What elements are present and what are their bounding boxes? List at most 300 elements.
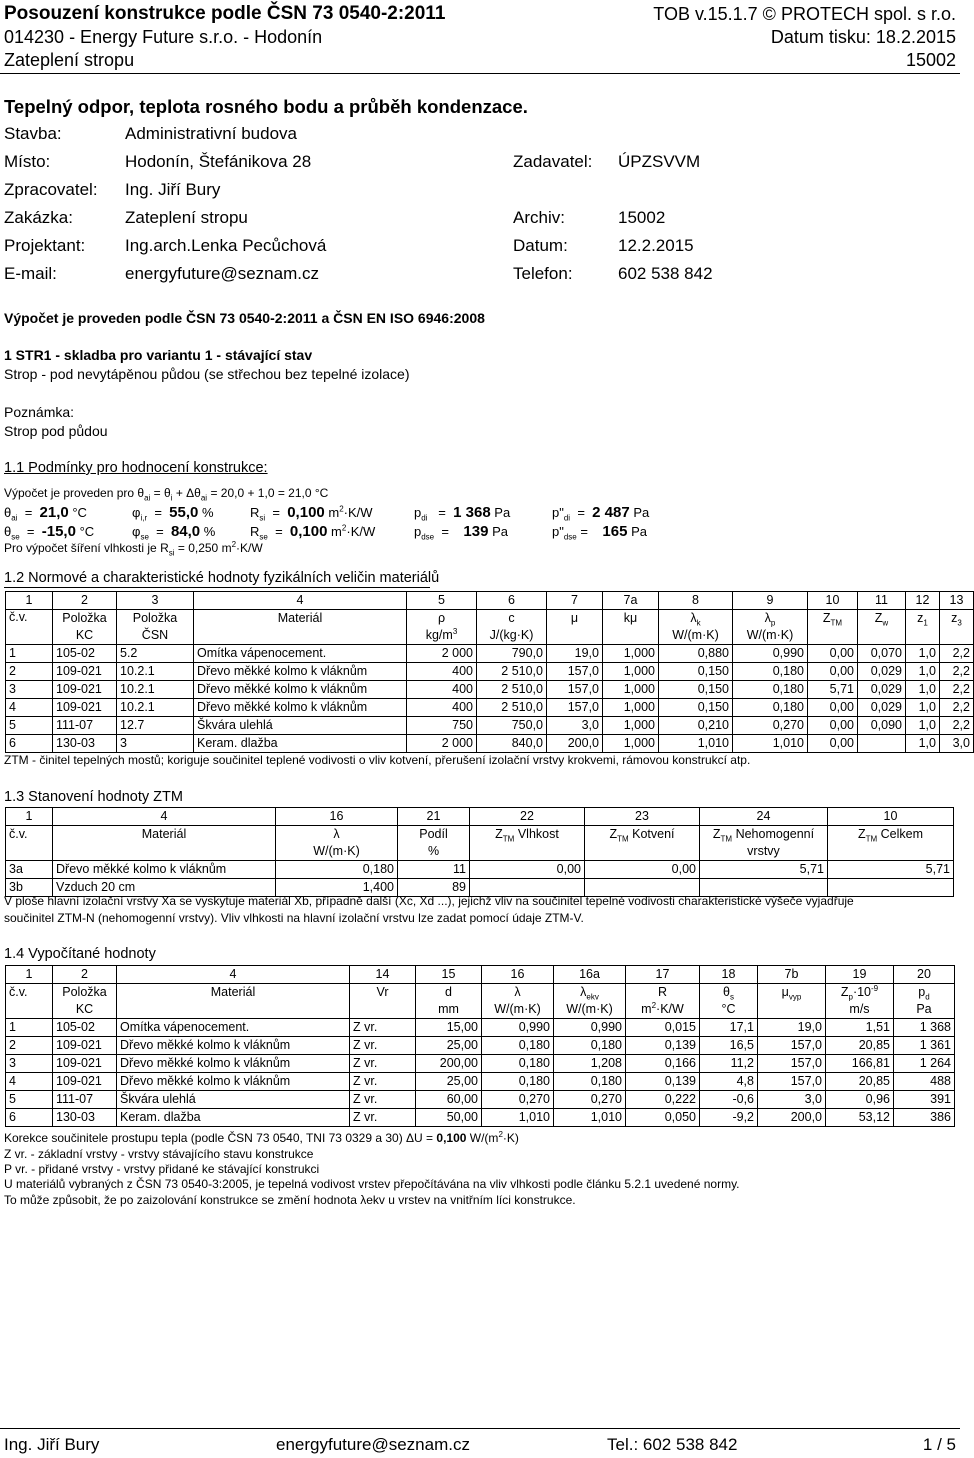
email-label: E-mail: — [4, 264, 57, 283]
table-cell: 1 368 — [894, 1019, 955, 1037]
table-cell: Vzduch 20 cm — [53, 879, 276, 897]
archiv-value: 15002 — [618, 208, 666, 227]
column-number: 5 — [407, 592, 477, 610]
table-cell: 0,180 — [733, 663, 808, 681]
table-cell: 17,1 — [700, 1019, 758, 1037]
table-cell: 1,0 — [906, 717, 940, 735]
table-cell: 400 — [407, 681, 477, 699]
table-cell: 1,0 — [906, 699, 940, 717]
table-cell: 3a — [6, 861, 53, 879]
table-cell: 3b — [6, 879, 53, 897]
table-cell: 1,000 — [603, 699, 659, 717]
table-cell: 0,210 — [659, 717, 733, 735]
table-cell: Dřevo měkké kolmo k vláknům — [194, 699, 407, 717]
table-cell: 111-07 — [53, 717, 117, 735]
table-row — [6, 681, 974, 699]
table-cell: 386 — [894, 1109, 955, 1127]
subject: Zateplení stropu — [4, 50, 135, 70]
email-value[interactable]: energyfuture@seznam.cz — [125, 264, 319, 283]
table-cell: 0,139 — [626, 1037, 700, 1055]
column-number: 23 — [585, 808, 700, 826]
column-number: 8 — [659, 592, 733, 610]
table-cell: Omítka vápenocement. — [117, 1019, 350, 1037]
rse-value: 0,100 — [289, 523, 328, 540]
projektant-label: Projektant: — [4, 236, 86, 255]
table-row — [6, 699, 974, 717]
table-cell: 1,000 — [603, 735, 659, 753]
table-cell: 2 510,0 — [477, 663, 547, 681]
correction-note: Korekce součinitele prostupu tepla (podle ČSN 73 0540, TNI 73 0329 a 30) ΔU = 0,100 $W/(m^2\cdot K)$ — [4, 1130, 519, 1145]
theta-se-value: -15,0 — [41, 523, 76, 540]
zpracovatel-label: Zpracovatel: — [4, 180, 98, 199]
table-cell: 11 — [398, 861, 470, 879]
table-row — [6, 1019, 955, 1037]
table-cell: 2 — [6, 663, 53, 681]
table-cell: 157,0 — [758, 1073, 826, 1091]
unit-pct: % — [203, 524, 216, 539]
table-cell — [858, 735, 906, 753]
table1-col-number-row — [6, 592, 974, 610]
table-cell: 2,2 — [940, 699, 974, 717]
column-number: 14 — [350, 966, 416, 984]
rsi-value: 0,100 — [287, 504, 325, 521]
table-row — [6, 1109, 955, 1127]
zvr-note: Z vr. - základní vrstvy - vrstvy stávajícího stavu konstrukce — [4, 1147, 314, 1161]
table-cell: 0,222 — [626, 1091, 700, 1109]
table-cell: 4,8 — [700, 1073, 758, 1091]
column-number: 12 — [906, 592, 940, 610]
correction-value: 0,100 — [436, 1131, 467, 1145]
table-cell: Z vr. — [350, 1037, 416, 1055]
table-cell: 3,0 — [547, 717, 603, 735]
table-cell: 3 — [6, 681, 53, 699]
zadavatel-label: Zadavatel: — [513, 152, 593, 171]
table-row — [6, 1037, 955, 1055]
zadavatel-value: ÚPZSVVM — [618, 152, 701, 171]
table-cell: 0,180 — [554, 1073, 626, 1091]
column-number: 10 — [808, 592, 858, 610]
table-cell: 0,00 — [808, 735, 858, 753]
table-cell: 0,150 — [659, 663, 733, 681]
table-cell: 105-02 — [53, 645, 117, 663]
column-number: 19 — [826, 966, 894, 984]
table-cell: Škvára ulehlá — [194, 717, 407, 735]
p-sat-di-value: 2 487 — [592, 504, 630, 521]
pdse-value: 139 — [463, 523, 489, 540]
unit-rk: K/W — [348, 505, 373, 520]
table-cell: 5 — [6, 717, 53, 735]
unit-rk: K/W — [350, 524, 376, 539]
table-cell: 1 — [6, 645, 53, 663]
column-number: 16 — [276, 808, 398, 826]
table-cell: Z vr. — [350, 1091, 416, 1109]
table-cell: 0,00 — [585, 861, 700, 879]
ztm-table — [5, 807, 954, 897]
table1-title: 1.2 Normové a charakteristické hodnoty fyzikálních veličin materiálů — [4, 570, 440, 586]
table-cell: 25,00 — [416, 1073, 482, 1091]
unit-pa: Pa — [633, 505, 650, 520]
table-cell: 109-021 — [53, 699, 117, 717]
table-cell: 0,990 — [482, 1019, 554, 1037]
table-cell: 1 264 — [894, 1055, 955, 1073]
column-number: 4 — [53, 808, 276, 826]
column-number: 1 — [6, 966, 53, 984]
table-cell: 109-021 — [53, 1073, 117, 1091]
table-cell: 109-021 — [53, 1037, 117, 1055]
column-number: 11 — [858, 592, 906, 610]
software-version: TOB v.15.1.7 © PROTECH spol. s r.o. — [653, 4, 956, 24]
table-cell: 0,00 — [808, 699, 858, 717]
table-cell: 400 — [407, 699, 477, 717]
p-sat-dse-value: 165 — [602, 523, 628, 540]
column-number: 4 — [194, 592, 407, 610]
table3-header-row: č.v. Položka KC Materiál Vr d mm λ W/(m·K) $\lambda_{ekv}$ W/(m·K) R $m^2\cdot K/W$ $\theta_s$ °C $\mu_{vyp}$ $Z_p\cdot 10^{-9}$ m/s $p_d$ Pa — [6, 984, 955, 1019]
table-cell: 109-021 — [53, 681, 117, 699]
table-cell: 5,71 — [808, 681, 858, 699]
correction-note-prefix: Korekce součinitele prostupu tepla (podle ČSN 73 0540, TNI 73 0329 a 30) — [4, 1131, 403, 1145]
table-cell: 2 510,0 — [477, 699, 547, 717]
table-cell: 0,180 — [733, 699, 808, 717]
table-cell: Omítka vápenocement. — [194, 645, 407, 663]
table-cell: 15,00 — [416, 1019, 482, 1037]
table-cell: 130-03 — [53, 735, 117, 753]
table-cell: 0,090 — [858, 717, 906, 735]
column-number: 1 — [6, 592, 53, 610]
table-cell: 0,00 — [808, 717, 858, 735]
zakazka-label: Zakázka: — [4, 208, 73, 227]
vapour-note-prefix: Pro výpočet šíření vlhkosti je R — [4, 541, 169, 555]
table-cell: 0,00 — [808, 663, 858, 681]
table-cell: 790,0 — [477, 645, 547, 663]
table-cell: 1,51 — [826, 1019, 894, 1037]
table-cell: 6 — [6, 735, 53, 753]
table-cell: 0,029 — [858, 681, 906, 699]
table-cell: 1,0 — [906, 681, 940, 699]
table-cell: Z vr. — [350, 1073, 416, 1091]
note-label: Poznámka: — [4, 404, 75, 420]
table-cell: 11,2 — [700, 1055, 758, 1073]
datum-value: 12.2.2015 — [618, 236, 694, 255]
table-cell: Dřevo měkké kolmo k vláknům — [117, 1073, 350, 1091]
table-cell: 488 — [894, 1073, 955, 1091]
table-cell: 4 — [6, 1073, 53, 1091]
table-cell: 10.2.1 — [117, 699, 194, 717]
table-cell: 5,71 — [700, 861, 828, 879]
table-cell: 2,2 — [940, 663, 974, 681]
table-cell: 109-021 — [53, 1055, 117, 1073]
table2-col-number-row — [6, 808, 954, 826]
table-cell: 53,12 — [826, 1109, 894, 1127]
table-cell: 0,270 — [554, 1091, 626, 1109]
table-cell: 1,208 — [554, 1055, 626, 1073]
table-cell: 0,166 — [626, 1055, 700, 1073]
table-cell: 3 — [6, 1055, 53, 1073]
ztm-note-2: součinitel ZTM-N (nehomogenní vrstvy). Vliv vlhkosti na hlavní izolační vrstvu lze zadat pomocí údaje ZTM-V. — [4, 911, 584, 925]
table-cell: 1,000 — [603, 717, 659, 735]
table-cell: 0,180 — [482, 1073, 554, 1091]
table-cell: 2,2 — [940, 681, 974, 699]
humidity-note: U materiálů vybraných z ČSN 73 0540-3:2005, je tepelná vodivost vrstev přepočítávána na vliv vlhkosti podle článku 5.2.1 uvedené normy. — [4, 1177, 740, 1191]
table-cell: 2 — [6, 1037, 53, 1055]
table-cell: Dřevo měkké kolmo k vláknům — [117, 1055, 350, 1073]
column-number: 18 — [700, 966, 758, 984]
table-cell: 0,990 — [733, 645, 808, 663]
table-cell: 3,0 — [940, 735, 974, 753]
insulation-note: To může způsobit, že po zaizolování konstrukce se změní hodnota λekv u vrstev na vnitřním líci konstrukce. — [4, 1193, 576, 1207]
table-row — [6, 663, 974, 681]
table-cell: 0,270 — [482, 1091, 554, 1109]
table-cell: 10.2.1 — [117, 663, 194, 681]
print-date: Datum tisku: 18.2.2015 — [770, 27, 956, 47]
formula-prefix: Výpočet je proveden pro — [4, 486, 135, 500]
column-number: 7 — [547, 592, 603, 610]
table-cell: 0,270 — [733, 717, 808, 735]
table-cell: 157,0 — [547, 663, 603, 681]
table-cell: 0,180 — [482, 1055, 554, 1073]
header-divider — [0, 73, 960, 74]
table-cell: -0,6 — [700, 1091, 758, 1109]
company-name: 014230 - Energy Future s.r.o. - Hodonín — [4, 27, 323, 47]
table-cell: 0,015 — [626, 1019, 700, 1037]
table-row — [6, 1091, 955, 1109]
table-cell: Z vr. — [350, 1019, 416, 1037]
table-cell: 1 — [6, 1019, 53, 1037]
table-cell: Keram. dlažba — [194, 735, 407, 753]
table2-title: 1.3 Stanovení hodnoty ZTM — [4, 789, 183, 805]
column-number: 1 — [6, 808, 53, 826]
table-cell: 1,400 — [276, 879, 398, 897]
table-cell: 840,0 — [477, 735, 547, 753]
table-cell: 1,010 — [733, 735, 808, 753]
table-cell: 5,71 — [828, 861, 954, 879]
pdi-value: 1 368 — [453, 504, 491, 521]
table-cell: 0,150 — [659, 699, 733, 717]
table-cell: 0,070 — [858, 645, 906, 663]
table-cell: 391 — [894, 1091, 955, 1109]
table-cell: 157,0 — [547, 699, 603, 717]
table-cell: 19,0 — [758, 1019, 826, 1037]
column-number: 7b — [758, 966, 826, 984]
table-cell: 0,990 — [554, 1019, 626, 1037]
column-number: 13 — [940, 592, 974, 610]
formula-line: Výpočet je proveden pro $\theta_{ai} = \theta_i + \Delta\theta_{ai} = 20,0 + 1,0 = 21,0$ °C — [4, 486, 329, 503]
stavba-value: Administrativní budova — [125, 124, 297, 143]
table-cell: 109-021 — [53, 663, 117, 681]
formula-result: = 20,0 + 1,0 = 21,0 °C — [210, 486, 329, 500]
table-cell: 89 — [398, 879, 470, 897]
stavba-label: Stavba: — [4, 124, 62, 143]
calc-note: Výpočet je proveden podle ČSN 73 0540-2:2011 a ČSN EN ISO 6946:2008 — [4, 310, 485, 326]
table-cell: Škvára ulehlá — [117, 1091, 350, 1109]
footer-email[interactable]: energyfuture@seznam.cz — [276, 1435, 470, 1454]
table-row — [6, 861, 954, 879]
unit-pa: Pa — [631, 524, 647, 539]
table-cell: 200,0 — [758, 1109, 826, 1127]
table-cell: 1,0 — [906, 645, 940, 663]
table-cell: 1,0 — [906, 735, 940, 753]
table-cell: 157,0 — [758, 1037, 826, 1055]
table-cell: 0,139 — [626, 1073, 700, 1091]
table-cell: 1,010 — [554, 1109, 626, 1127]
table-cell: Z vr. — [350, 1109, 416, 1127]
table-cell: 5 — [6, 1091, 53, 1109]
table-cell: 200,0 — [547, 735, 603, 753]
table-cell: 400 — [407, 663, 477, 681]
table-cell: 3,0 — [758, 1091, 826, 1109]
table-cell: 2 000 — [407, 735, 477, 753]
table-cell: Dřevo měkké kolmo k vláknům — [117, 1037, 350, 1055]
table-cell: 130-03 — [53, 1109, 117, 1127]
misto-label: Místo: — [4, 152, 51, 171]
zpracovatel-value: Ing. Jiří Bury — [125, 180, 221, 199]
table-cell: 0,96 — [826, 1091, 894, 1109]
column-number: 17 — [626, 966, 700, 984]
column-number: 24 — [700, 808, 828, 826]
table-cell: 4 — [6, 699, 53, 717]
table-cell: Keram. dlažba — [117, 1109, 350, 1127]
column-number: 20 — [894, 966, 955, 984]
table-cell: 1,010 — [482, 1109, 554, 1127]
table-cell: Dřevo měkké kolmo k vláknům — [194, 663, 407, 681]
phi-ir-value: 55,0 — [169, 504, 199, 521]
materials-table — [5, 591, 974, 753]
table-cell: 20,85 — [826, 1037, 894, 1055]
table-row — [6, 1073, 955, 1091]
table-cell: 105-02 — [53, 1019, 117, 1037]
zakazka-value: Zateplení stropu — [125, 208, 248, 227]
table-cell: 0,050 — [626, 1109, 700, 1127]
table-cell: 50,00 — [416, 1109, 482, 1127]
vapour-note-value: = 0,250 m — [177, 541, 232, 555]
note-text: Strop pod půdou — [4, 423, 108, 439]
table-cell: 200,00 — [416, 1055, 482, 1073]
table-cell: 1,010 — [659, 735, 733, 753]
table-cell: 0,180 — [733, 681, 808, 699]
unit-c: °C — [72, 505, 87, 520]
table-cell: 750 — [407, 717, 477, 735]
phi-se-value: 84,0 — [170, 523, 201, 540]
table-cell: 166,81 — [826, 1055, 894, 1073]
conditions-title: 1.1 Podmínky pro hodnocení konstrukce: — [4, 460, 268, 476]
table-cell: 0,00 — [808, 645, 858, 663]
column-number: 21 — [398, 808, 470, 826]
footer-phone: Tel.: 602 538 842 — [607, 1435, 738, 1454]
datum-label: Datum: — [513, 236, 568, 255]
footer-divider — [0, 1428, 960, 1429]
table-row — [6, 1055, 955, 1073]
column-number: 16 — [482, 966, 554, 984]
archive-number: 15002 — [905, 50, 956, 70]
column-number: 2 — [53, 966, 117, 984]
table-cell: 0,029 — [858, 663, 906, 681]
table-cell: 3 — [117, 735, 194, 753]
column-number: 6 — [477, 592, 547, 610]
column-number: 10 — [828, 808, 954, 826]
footer-author: Ing. Jiří Bury — [4, 1435, 100, 1454]
column-number: 7a — [603, 592, 659, 610]
table3-title: 1.4 Vypočítané hodnoty — [4, 946, 156, 962]
table-cell: 2 510,0 — [477, 681, 547, 699]
table-cell: Dřevo měkké kolmo k vláknům — [53, 861, 276, 879]
column-number: 3 — [117, 592, 194, 610]
table-cell: 25,00 — [416, 1037, 482, 1055]
table-cell: 0,180 — [276, 861, 398, 879]
table-cell: 750,0 — [477, 717, 547, 735]
column-number: 15 — [416, 966, 482, 984]
table2-header-row: č.v. Materiál λ W/(m·K) Podíl % $Z_{TM}$ Vlhkost $Z_{TM}$ Kotvení $Z_{TM}$ Nehomogenní vrstvy $Z_{TM}$ Celkem — [6, 826, 954, 861]
pvr-note: P vr. - přidané vrstvy - vrstvy přidané ke stávající konstrukci — [4, 1162, 320, 1176]
structure-description: Strop - pod nevytápěnou půdou (se střechou bez tepelné izolace) — [4, 366, 410, 382]
column-number: 2 — [53, 592, 117, 610]
table-cell: -9,2 — [700, 1109, 758, 1127]
footer-page-number: 1 / 5 — [922, 1435, 956, 1454]
table-cell: 0,180 — [482, 1037, 554, 1055]
unit-pa: Pa — [494, 505, 511, 520]
table-cell: 0,150 — [659, 681, 733, 699]
column-number: 22 — [470, 808, 585, 826]
table-cell: Z vr. — [350, 1055, 416, 1073]
column-number: 9 — [733, 592, 808, 610]
table-cell: 6 — [6, 1109, 53, 1127]
table-cell: 60,00 — [416, 1091, 482, 1109]
table-cell: 10.2.1 — [117, 681, 194, 699]
table-cell: 2,2 — [940, 645, 974, 663]
table-cell: Dřevo měkké kolmo k vláknům — [194, 681, 407, 699]
table-row — [6, 717, 974, 735]
report-title: Posouzení konstrukce podle ČSN 73 0540-2:2011 — [4, 3, 446, 24]
telefon-value: 602 538 842 — [618, 264, 713, 283]
ztm-note: ZTM - činitel tepelných mostů; koriguje součinitel teplené vodivosti o vliv kotvení, přerušení izolační vrstvy krokvemi, rámovou konstrukcí atp. — [4, 753, 751, 767]
unit-c: °C — [79, 524, 95, 539]
table1-header-row: č.v. Položka KC Položka ČSN Materiál ρ $kg/m^3$ c J/(kg·K) μ kμ $\lambda_k$ W/(m·K) $\lambda_p$ W/(m·K) $Z_{TM}$ $Z_w$ $z_1$ $z_3$ — [6, 610, 974, 645]
column-number: 4 — [117, 966, 350, 984]
telefon-label: Telefon: — [513, 264, 573, 283]
table-cell: 1,000 — [603, 681, 659, 699]
table-cell: 5.2 — [117, 645, 194, 663]
table-row — [6, 735, 974, 753]
table-cell: 0,00 — [470, 861, 585, 879]
computed-values-table — [5, 965, 955, 1127]
table-row — [6, 645, 974, 663]
table-cell: 20,85 — [826, 1073, 894, 1091]
archiv-label: Archiv: — [513, 208, 565, 227]
table-cell: 2,2 — [940, 717, 974, 735]
table-cell: 1 361 — [894, 1037, 955, 1055]
table-cell: 0,029 — [858, 699, 906, 717]
misto-value: Hodonín, Štefánikova 28 — [125, 152, 312, 171]
unit-pa: Pa — [492, 524, 508, 539]
table-cell: 1,000 — [603, 645, 659, 663]
projektant-value: Ing.arch.Lenka Pecůchová — [125, 236, 327, 255]
table3-col-number-row — [6, 966, 955, 984]
column-number: 16a — [554, 966, 626, 984]
unit-pct: % — [201, 505, 214, 520]
table-cell: 16,5 — [700, 1037, 758, 1055]
table-cell: 157,0 — [758, 1055, 826, 1073]
table-cell: 12.7 — [117, 717, 194, 735]
table-cell: 157,0 — [547, 681, 603, 699]
table1-title-underline — [4, 587, 430, 588]
table-cell: 1,0 — [906, 663, 940, 681]
table-cell: 0,880 — [659, 645, 733, 663]
vapour-note: Pro výpočet šíření vlhkosti je $R_{si} = 0,250$ $m^2\cdot K/W$ — [4, 540, 263, 558]
table-cell: 111-07 — [53, 1091, 117, 1109]
structure-name: 1 STR1 - skladba pro variantu 1 - stávající stav — [4, 347, 313, 363]
table-cell: 19,0 — [547, 645, 603, 663]
ztm-note-1: V ploše hlavní izolační vrstvy Xa se vyskytuje materiál Xb, případně další (Xc, Xd ...), jejichž vliv na součinitel tepelné vodivosti charakteristické výšeče vyjadřuje — [4, 894, 854, 908]
document-title: Tepelný odpor, teplota rosného bodu a průběh kondenzace. — [4, 96, 528, 117]
table-cell: 0,180 — [554, 1037, 626, 1055]
